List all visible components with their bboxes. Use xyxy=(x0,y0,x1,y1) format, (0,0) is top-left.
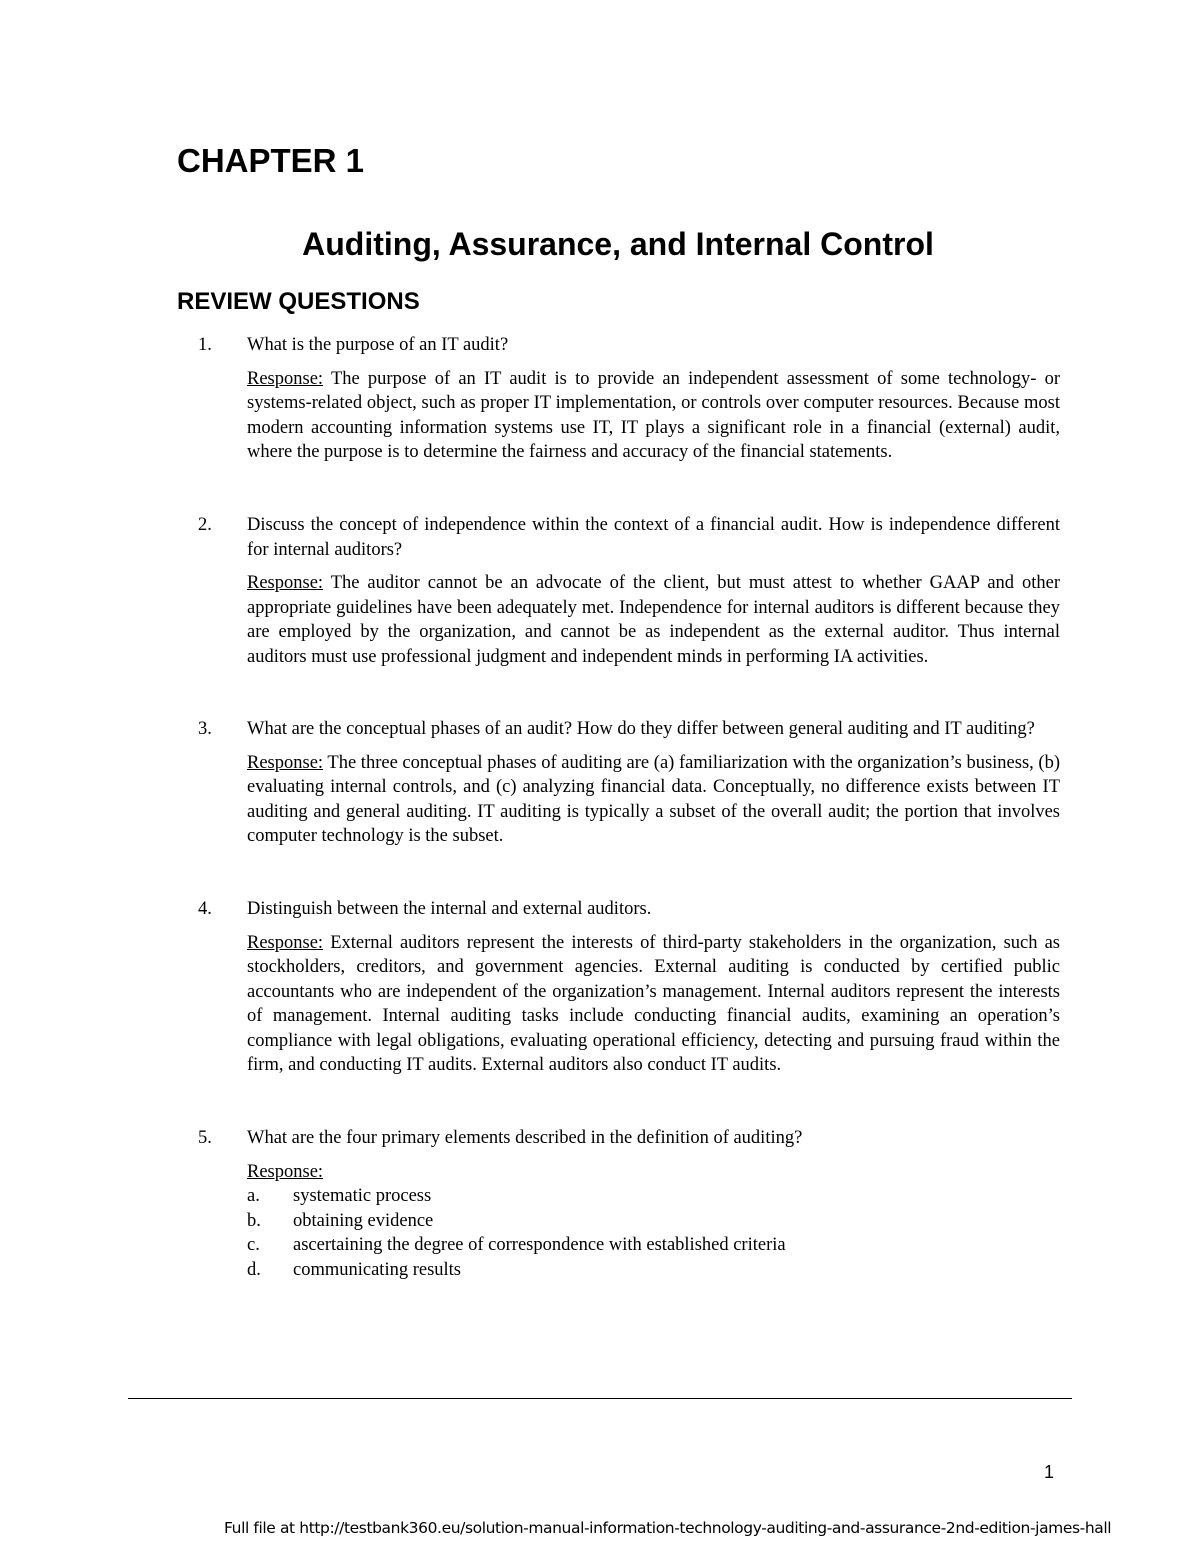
response-text: The auditor cannot be an advocate of the client, but must attest to whether GAAP and other appropriate guidelines have been adequately met. Independence for internal auditors is different because they are employed by the organization, and cannot be as independent as the external auditor. Thus internal auditors must use professional judgment and independent minds in performing IA activities. xyxy=(247,573,1061,667)
question-text: Discuss the concept of independence within the context of a financial audit. How is independence different for internal auditors? xyxy=(247,515,1060,560)
response-element xyxy=(247,1184,1060,1209)
response-label: Response: xyxy=(247,932,324,953)
response-block xyxy=(247,571,1060,669)
question-text: What are the conceptual phases of an audit? How do they differ between general auditing and IT auditing? xyxy=(247,719,1035,739)
element-text: ascertaining the degree of correspondence with established criteria xyxy=(293,1235,786,1255)
response-text: The three conceptual phases of auditing are (a) familiarization with the organization’s business, (b) evaluating internal controls, and (c) analyzing financial data. Conceptually, no difference exists between IT auditing and general auditing. IT auditing is typically a subset of the overall audit; the portion that involves computer technology is the subset. xyxy=(247,752,1060,846)
response-label: Response: xyxy=(247,368,324,389)
response-block xyxy=(247,367,1060,465)
question-item xyxy=(198,897,1060,1078)
footer-source-link[interactable]: Full file at http://testbank360.eu/solution-manual-information-technology-auditing-and-assurance-2nd-edition-james-hall xyxy=(224,1519,1112,1537)
response-text: External auditors represent the interests of third-party stakeholders in the organization, such as stockholders, creditors, and government agencies. External auditing is conducted by certified public accountants who are independent of the organization’s management. Internal auditors represent the interests of management. Internal auditing tasks include conducting financial audits, examining an operation’s compliance with legal obligations, evaluating operational efficiency, detecting and pursuing fraud within the firm, and conducting IT audits. External auditors also conduct IT audits. xyxy=(247,932,1061,1075)
response-block xyxy=(247,1160,1060,1185)
response-text: The purpose of an IT audit is to provide an independent assessment of some technology- or systems-related object, such as proper IT implementation, or controls over computer resources. Because most modern accounting information systems use IT, IT plays a significant role in a financial (external) audit, where the purpose is to determine the fairness and accuracy of the financial statements. xyxy=(247,368,1061,462)
response-element-list xyxy=(247,1184,1060,1282)
page-number: 1 xyxy=(1044,1462,1055,1482)
question-number: 1. xyxy=(198,335,212,355)
question-text: Distinguish between the internal and external auditors. xyxy=(247,899,652,919)
response-element xyxy=(247,1209,1060,1234)
question-text: What is the purpose of an IT audit? xyxy=(247,335,509,355)
element-letter: d. xyxy=(247,1259,261,1280)
response-label: Response: xyxy=(247,1161,324,1182)
element-letter: b. xyxy=(247,1210,261,1231)
question-number: 3. xyxy=(198,719,212,739)
question-text: What are the four primary elements described in the definition of auditing? xyxy=(247,1128,803,1148)
response-block xyxy=(247,931,1060,1078)
question-item xyxy=(198,333,1060,465)
question-item xyxy=(198,1126,1060,1282)
element-text: systematic process xyxy=(293,1186,432,1206)
question-number: 5. xyxy=(198,1128,212,1148)
response-element xyxy=(247,1258,1060,1283)
question-number: 4. xyxy=(198,899,212,919)
question-item xyxy=(198,717,1060,849)
response-label: Response: xyxy=(247,752,324,773)
chapter-title: Auditing, Assurance, and Internal Control xyxy=(302,226,934,262)
element-text: communicating results xyxy=(293,1259,462,1280)
response-element xyxy=(247,1233,1060,1258)
question-number: 2. xyxy=(198,515,212,535)
element-text: obtaining evidence xyxy=(293,1210,434,1231)
element-letter: a. xyxy=(247,1186,260,1206)
section-heading: REVIEW QUESTIONS xyxy=(177,288,420,315)
response-label: Response: xyxy=(247,573,324,593)
element-letter: c. xyxy=(247,1235,260,1255)
response-block xyxy=(247,751,1060,849)
question-item xyxy=(198,513,1060,669)
chapter-label: CHAPTER 1 xyxy=(177,142,365,179)
footer-divider xyxy=(128,1398,1072,1399)
